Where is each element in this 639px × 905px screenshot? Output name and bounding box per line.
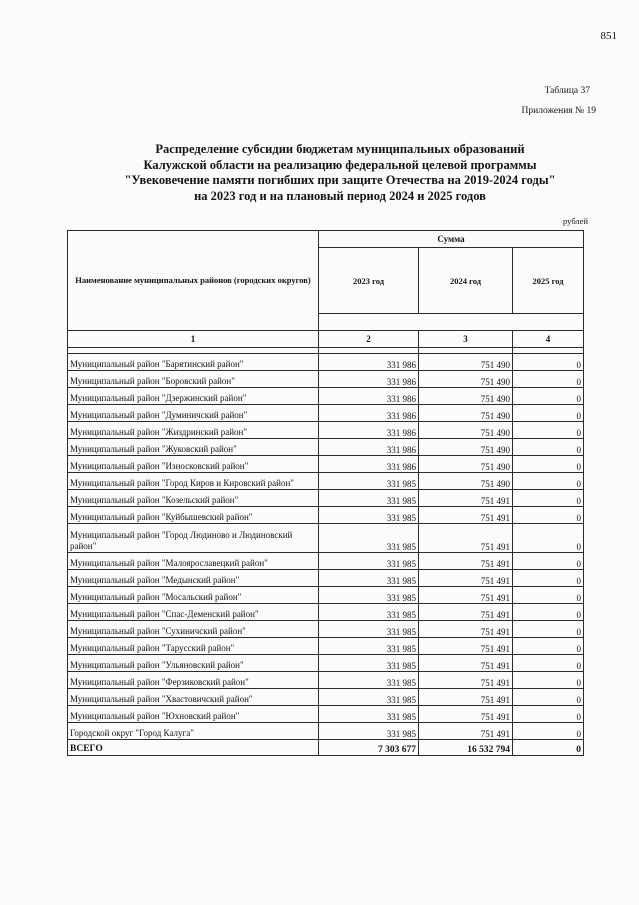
district-name: Муниципальный район "Медынский район" (68, 570, 319, 587)
value-2024: 751 490 (419, 388, 513, 405)
value-2023: 331 986 (319, 422, 419, 439)
total-2025: 0 (513, 740, 584, 756)
value-2024: 751 490 (419, 439, 513, 456)
table-row (68, 655, 584, 672)
value-2025: 0 (513, 422, 584, 439)
value-2023: 331 986 (319, 371, 419, 388)
value-2025: 0 (513, 490, 584, 507)
district-name: Муниципальный район "Хвастовичский район" (68, 689, 319, 706)
value-2025: 0 (513, 524, 584, 553)
col-number: 4 (513, 331, 584, 348)
document-title (80, 142, 600, 204)
table-body (68, 354, 584, 740)
value-2023: 331 986 (319, 456, 419, 473)
table-row (68, 621, 584, 638)
value-2025: 0 (513, 388, 584, 405)
header-year-2025: 2025 год (513, 248, 584, 314)
table-row (68, 553, 584, 570)
value-2024: 751 491 (419, 638, 513, 655)
value-2025: 0 (513, 621, 584, 638)
value-2023: 331 985 (319, 638, 419, 655)
title-line: на 2023 год и на плановый период 2024 и 2025 годов (194, 188, 486, 203)
value-2024: 751 491 (419, 604, 513, 621)
value-2025: 0 (513, 570, 584, 587)
table-row (68, 422, 584, 439)
district-name: Муниципальный район "Жиздринский район" (68, 422, 319, 439)
value-2023: 331 985 (319, 723, 419, 740)
value-2024: 751 491 (419, 621, 513, 638)
district-name: Муниципальный район "Город Людиново и Людиновский район" (68, 524, 319, 553)
appendix-label: Приложения № 19 (521, 106, 596, 116)
title-line: Распределение субсидии бюджетам муниципальных образований (155, 142, 525, 156)
district-name: Городской округ "Город Калуга" (68, 723, 319, 740)
col-number: 2 (319, 331, 419, 348)
value-2023: 331 986 (319, 354, 419, 371)
table-row (68, 672, 584, 689)
value-2023: 331 985 (319, 570, 419, 587)
table-row (68, 638, 584, 655)
table-row (68, 405, 584, 422)
header-year-2023: 2023 год (319, 248, 419, 314)
value-2024: 751 490 (419, 456, 513, 473)
col-number: 1 (68, 331, 319, 348)
value-2023: 331 985 (319, 655, 419, 672)
value-2024: 751 490 (419, 422, 513, 439)
value-2025: 0 (513, 439, 584, 456)
value-2025: 0 (513, 405, 584, 422)
header-sum: Сумма (319, 231, 584, 248)
table-row (68, 689, 584, 706)
table-row (68, 507, 584, 524)
subsidy-table (67, 230, 584, 756)
table-label: Таблица 37 (544, 86, 590, 96)
value-2024: 751 491 (419, 524, 513, 553)
value-2023: 331 985 (319, 473, 419, 490)
table-row (68, 371, 584, 388)
value-2023: 331 985 (319, 490, 419, 507)
value-2024: 751 491 (419, 723, 513, 740)
district-name: Муниципальный район "Козельский район" (68, 490, 319, 507)
value-2023: 331 986 (319, 388, 419, 405)
value-2024: 751 491 (419, 672, 513, 689)
table-row (68, 524, 584, 553)
value-2025: 0 (513, 553, 584, 570)
col-number: 3 (419, 331, 513, 348)
table-row (68, 587, 584, 604)
total-2023: 7 303 677 (319, 740, 419, 756)
value-2024: 751 491 (419, 706, 513, 723)
table-row (68, 723, 584, 740)
district-name: Муниципальный район "Ульяновский район" (68, 655, 319, 672)
value-2025: 0 (513, 706, 584, 723)
table-row (68, 439, 584, 456)
value-2023: 331 985 (319, 604, 419, 621)
district-name: Муниципальный район "Барятинский район" (68, 354, 319, 371)
value-2024: 751 490 (419, 371, 513, 388)
header-name: Наименование муниципальных районов (городских округов) (68, 231, 319, 331)
district-name: Муниципальный район "Мосальский район" (68, 587, 319, 604)
district-name: Муниципальный район "Юхновский район" (68, 706, 319, 723)
header-year-2024: 2024 год (419, 248, 513, 314)
value-2023: 331 985 (319, 689, 419, 706)
table-row (68, 473, 584, 490)
district-name: Муниципальный район "Спас-Деменский район" (68, 604, 319, 621)
value-2025: 0 (513, 604, 584, 621)
title-line: "Увековечение памяти погибших при защите Отечества на 2019-2024 годы" (124, 173, 556, 187)
value-2025: 0 (513, 723, 584, 740)
total-row (68, 740, 584, 756)
district-name: Муниципальный район "Боровский район" (68, 371, 319, 388)
value-2023: 331 985 (319, 553, 419, 570)
value-2024: 751 491 (419, 587, 513, 604)
value-2023: 331 986 (319, 405, 419, 422)
value-2025: 0 (513, 638, 584, 655)
value-2023: 331 985 (319, 507, 419, 524)
district-name: Муниципальный район "Думиничский район" (68, 405, 319, 422)
value-2024: 751 490 (419, 473, 513, 490)
page-number: 851 (600, 30, 617, 42)
value-2024: 751 491 (419, 553, 513, 570)
district-name: Муниципальный район "Сухиничский район" (68, 621, 319, 638)
value-2025: 0 (513, 507, 584, 524)
value-2023: 331 985 (319, 587, 419, 604)
value-2024: 751 490 (419, 405, 513, 422)
value-2024: 751 491 (419, 570, 513, 587)
district-name: Муниципальный район "Жуковский район" (68, 439, 319, 456)
value-2024: 751 491 (419, 655, 513, 672)
district-name: Муниципальный район "Куйбышевский район" (68, 507, 319, 524)
value-2023: 331 985 (319, 706, 419, 723)
table-row (68, 456, 584, 473)
value-2025: 0 (513, 473, 584, 490)
value-2025: 0 (513, 655, 584, 672)
value-2024: 751 491 (419, 507, 513, 524)
table-row (68, 706, 584, 723)
unit-label: рублей (563, 216, 588, 226)
district-name: Муниципальный район "Тарусский район" (68, 638, 319, 655)
value-2023: 331 986 (319, 439, 419, 456)
district-name: Муниципальный район "Ферзиковский район" (68, 672, 319, 689)
value-2025: 0 (513, 354, 584, 371)
value-2024: 751 490 (419, 354, 513, 371)
table-row (68, 570, 584, 587)
total-label: ВСЕГО (68, 740, 319, 756)
total-2024: 16 532 794 (419, 740, 513, 756)
value-2025: 0 (513, 587, 584, 604)
title-line: Калужской области на реализацию федеральной целевой программы (143, 157, 537, 172)
value-2023: 331 985 (319, 524, 419, 553)
value-2025: 0 (513, 371, 584, 388)
table-row (68, 490, 584, 507)
value-2025: 0 (513, 456, 584, 473)
district-name: Муниципальный район "Дзержинский район" (68, 388, 319, 405)
value-2023: 331 985 (319, 672, 419, 689)
district-name: Муниципальный район "Город Киров и Кировский район" (68, 473, 319, 490)
value-2025: 0 (513, 672, 584, 689)
value-2023: 331 985 (319, 621, 419, 638)
table-row (68, 388, 584, 405)
district-name: Муниципальный район "Малоярославецкий район" (68, 553, 319, 570)
table-row (68, 354, 584, 371)
table-row (68, 604, 584, 621)
value-2024: 751 491 (419, 689, 513, 706)
district-name: Муниципальный район "Износковский район" (68, 456, 319, 473)
value-2025: 0 (513, 689, 584, 706)
value-2024: 751 491 (419, 490, 513, 507)
